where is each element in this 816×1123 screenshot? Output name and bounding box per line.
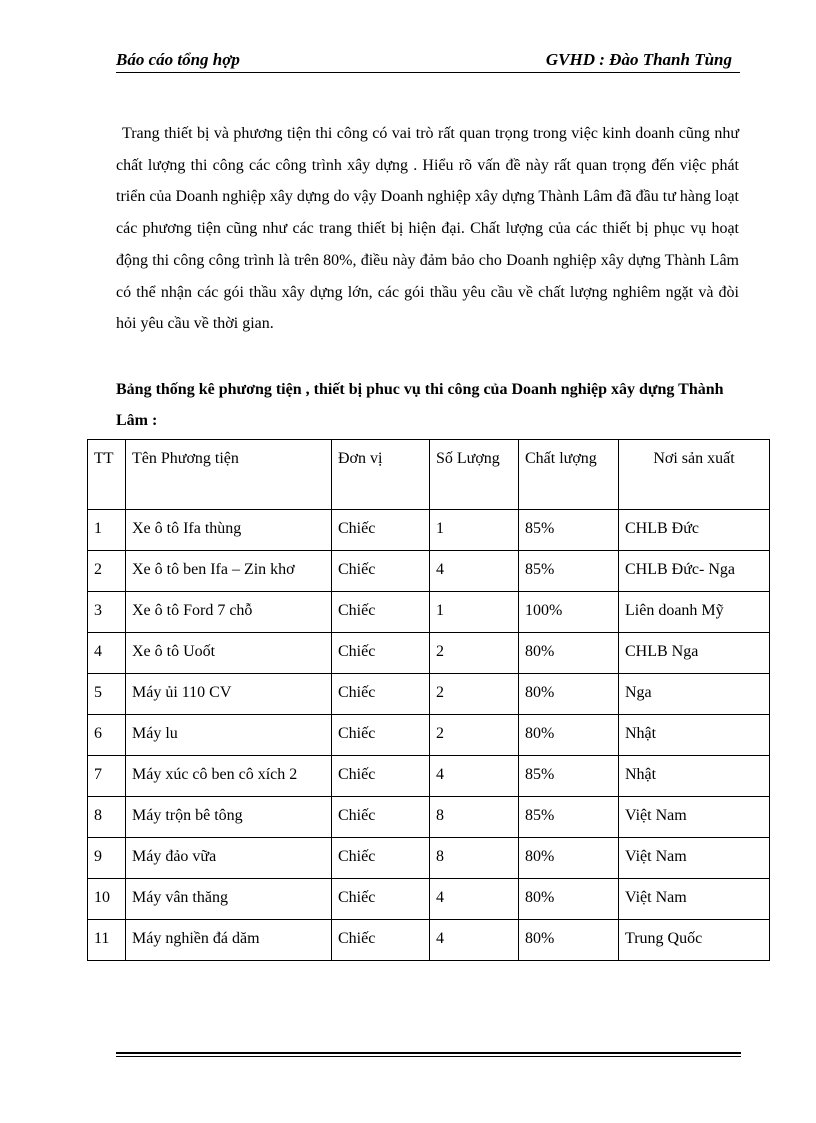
cell-quality: 80%: [519, 674, 619, 715]
cell-name: Máy xúc cô ben cô xích 2: [126, 756, 332, 797]
cell-origin: Nhật: [619, 715, 770, 756]
table-row: [88, 551, 770, 592]
cell-quantity: 2: [430, 674, 519, 715]
cell-name: Máy vân thăng: [126, 879, 332, 920]
cell-origin: CHLB Đức- Nga: [619, 551, 770, 592]
cell-tt: 2: [88, 551, 126, 592]
page-header: [116, 48, 740, 74]
table-row: [88, 756, 770, 797]
cell-quantity: 4: [430, 551, 519, 592]
header-cell-name: Tên Phương tiện: [126, 440, 332, 510]
cell-quantity: 8: [430, 797, 519, 838]
table-row: [88, 674, 770, 715]
cell-origin: CHLB Đức: [619, 510, 770, 551]
cell-quality: 80%: [519, 920, 619, 961]
table-row: [88, 797, 770, 838]
cell-origin: Nga: [619, 674, 770, 715]
cell-tt: 8: [88, 797, 126, 838]
cell-tt: 4: [88, 633, 126, 674]
cell-origin: Việt Nam: [619, 797, 770, 838]
table-row: [88, 715, 770, 756]
cell-unit: Chiếc: [332, 838, 430, 879]
cell-tt: 10: [88, 879, 126, 920]
cell-unit: Chiếc: [332, 592, 430, 633]
equipment-table: [87, 439, 770, 961]
cell-tt: 3: [88, 592, 126, 633]
cell-quantity: 1: [430, 592, 519, 633]
cell-unit: Chiếc: [332, 715, 430, 756]
table-row: [88, 838, 770, 879]
cell-unit: Chiếc: [332, 510, 430, 551]
header-cell-tt: TT: [88, 440, 126, 510]
header-divider: [116, 72, 740, 73]
table-row: [88, 879, 770, 920]
table-row: [88, 633, 770, 674]
cell-name: Máy lu: [126, 715, 332, 756]
cell-quality: 85%: [519, 797, 619, 838]
cell-quality: 80%: [519, 715, 619, 756]
cell-unit: Chiếc: [332, 674, 430, 715]
cell-name: Xe ô tô ben Ifa – Zin khơ: [126, 551, 332, 592]
table-row: [88, 920, 770, 961]
cell-unit: Chiếc: [332, 920, 430, 961]
cell-tt: 11: [88, 920, 126, 961]
table-header-row: [88, 440, 770, 510]
header-cell-origin: Nơi sản xuất: [619, 440, 770, 510]
cell-tt: 7: [88, 756, 126, 797]
cell-name: Máy nghiền đá dăm: [126, 920, 332, 961]
cell-tt: 1: [88, 510, 126, 551]
cell-quantity: 2: [430, 633, 519, 674]
body-paragraph: Trang thiết bị và phương tiện thi công có vai trò rất quan trọng trong việc kinh doanh cũng như chất lượng thi công các công trình xây dựng . Hiểu rõ vấn đề này rất quan trọng đến việc phát triển của Doanh nghiệp xây dựng do vậy Doanh nghiệp xây dựng Thành Lâm đã đầu tư hàng loạt các phương tiện cũng như các trang thiết bị hiện đại. Chất lượng của các thiết bị phục vụ hoạt động thi công công trình là trên 80%, điều này đảm bảo cho Doanh nghiệp xây dựng Thành Lâm có thể nhận các gói thầu xây dựng lớn, các gói thầu yêu cầu về chất lượng nghiêm ngặt và đòi hỏi yêu cầu về thời gian.: [116, 125, 739, 333]
cell-quality: 80%: [519, 879, 619, 920]
cell-unit: Chiếc: [332, 756, 430, 797]
cell-tt: 9: [88, 838, 126, 879]
cell-origin: CHLB Nga: [619, 633, 770, 674]
header-cell-quantity: Số Lượng: [430, 440, 519, 510]
footer-divider-thin: [116, 1056, 741, 1057]
cell-unit: Chiếc: [332, 551, 430, 592]
cell-origin: Nhật: [619, 756, 770, 797]
footer-divider: [116, 1052, 741, 1054]
header-cell-quality: Chất lượng: [519, 440, 619, 510]
header-report-title: Báo cáo tổng hợp: [116, 50, 240, 69]
cell-quantity: 2: [430, 715, 519, 756]
cell-name: Xe ô tô Ford 7 chỗ: [126, 592, 332, 633]
cell-origin: Việt Nam: [619, 879, 770, 920]
cell-origin: Việt Nam: [619, 838, 770, 879]
cell-unit: Chiếc: [332, 879, 430, 920]
cell-origin: Liên doanh Mỹ: [619, 592, 770, 633]
table-row: [88, 510, 770, 551]
cell-quantity: 8: [430, 838, 519, 879]
cell-quality: 85%: [519, 551, 619, 592]
cell-name: Xe ô tô Uoốt: [126, 633, 332, 674]
cell-quality: 85%: [519, 756, 619, 797]
cell-unit: Chiếc: [332, 797, 430, 838]
table-title: Bảng thống kê phương tiện , thiết bị phuc vụ thi công của Doanh nghiệp xây dựng Thành Lâm :: [116, 381, 724, 429]
cell-quantity: 4: [430, 879, 519, 920]
table-row: [88, 592, 770, 633]
cell-quality: 100%: [519, 592, 619, 633]
cell-unit: Chiếc: [332, 633, 430, 674]
cell-quality: 80%: [519, 633, 619, 674]
cell-name: Máy trộn bê tông: [126, 797, 332, 838]
cell-name: Máy đảo vữa: [126, 838, 332, 879]
cell-tt: 5: [88, 674, 126, 715]
cell-quality: 80%: [519, 838, 619, 879]
cell-quantity: 4: [430, 920, 519, 961]
cell-name: Máy ủi 110 CV: [126, 674, 332, 715]
header-advisor: GVHD : Đào Thanh Tùng: [545, 50, 732, 69]
cell-tt: 6: [88, 715, 126, 756]
header-cell-unit: Đơn vị: [332, 440, 430, 510]
cell-origin: Trung Quốc: [619, 920, 770, 961]
cell-quality: 85%: [519, 510, 619, 551]
cell-name: Xe ô tô Ifa thùng: [126, 510, 332, 551]
cell-quantity: 4: [430, 756, 519, 797]
cell-quantity: 1: [430, 510, 519, 551]
